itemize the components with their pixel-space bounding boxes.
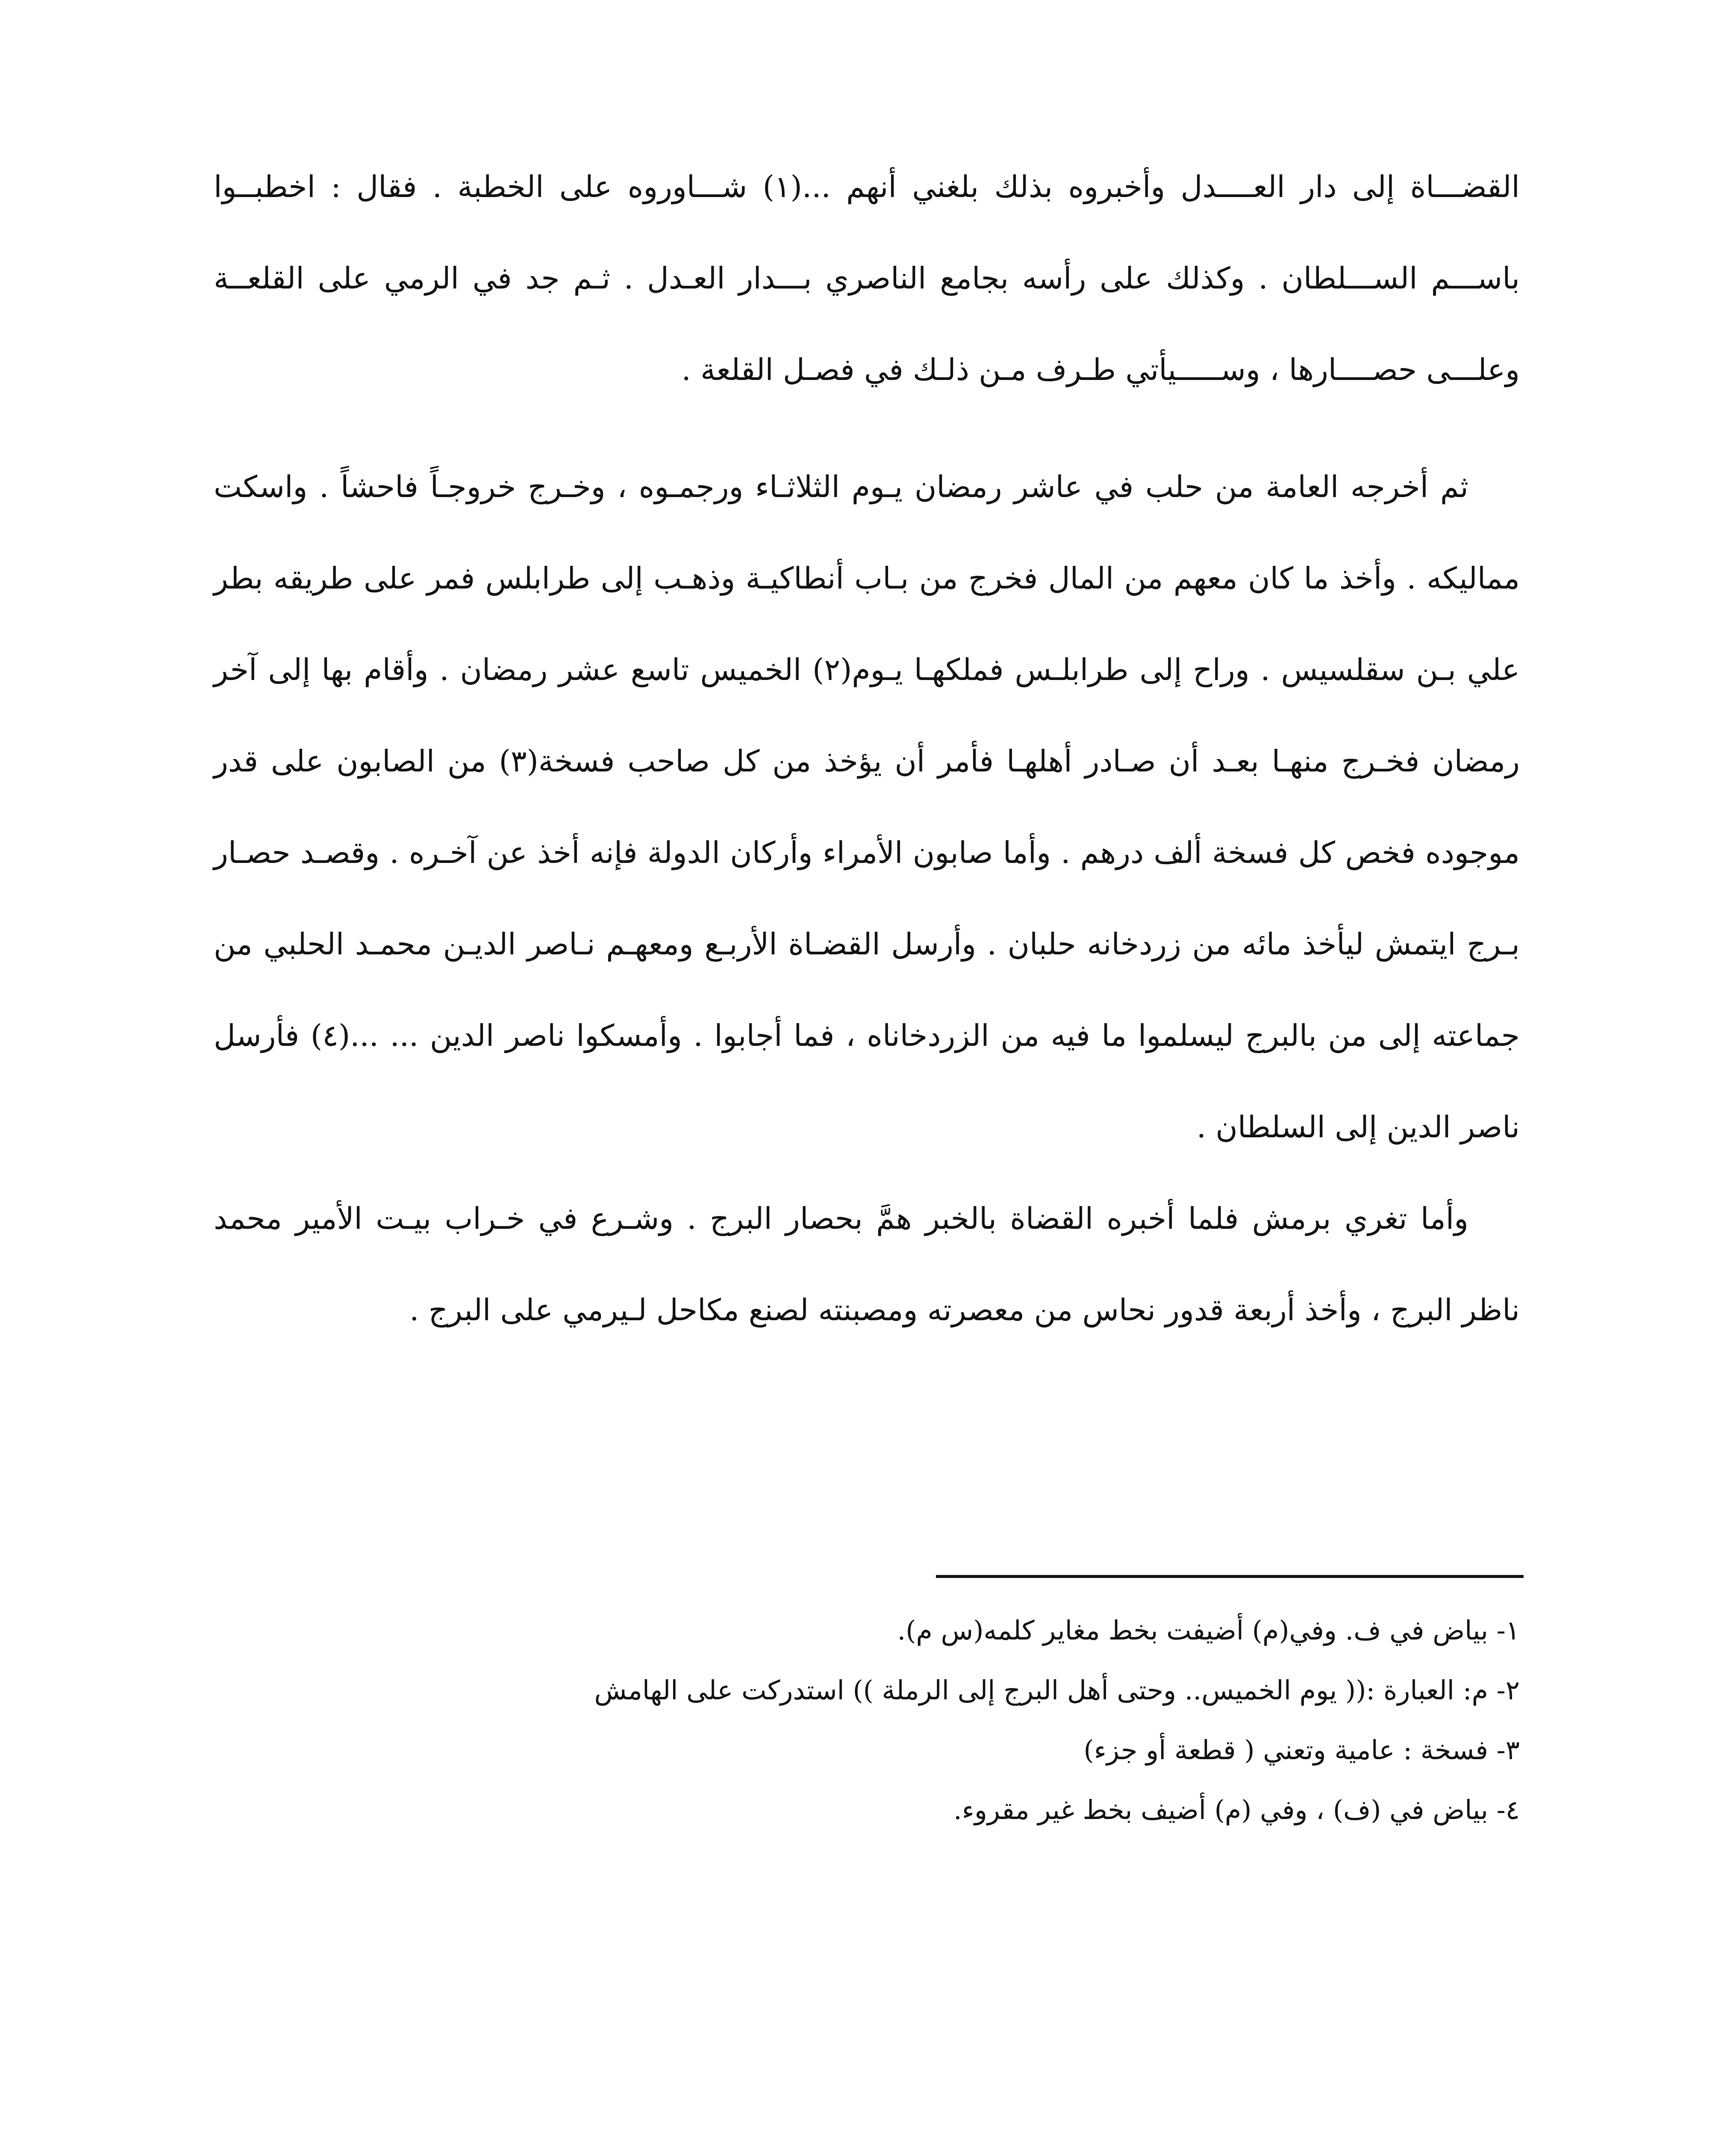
footnote-4: ٤- بياض في (ف) ، وفي (م) أضيف بخط غير مقروء. [953, 1794, 1520, 1825]
footnote-separator [936, 1575, 1524, 1578]
main-text [214, 141, 1520, 1356]
paragraph-2: ثم أخرجه العامة من حلب في عاشر رمضان يـوم الثلاثـاء ورجمـوه ، وخـرج خروجـاً فاحشاً . واسكت مماليكه . وأخذ ما كان معهم من المال فخرج من بـاب أنطاكيـة وذهـب إلى طرابلس فمر على طريقه بطر علي بـن سقلسيس . وراح إلى طرابلـس فملكهـا يـوم(٢) الخميس تاسع عشر رمضان . وأقام بها إلى آخر رمضان فخـرج منهـا بعـد أن صـادر أهلهـا فأمر أن يؤخذ من كل صاحب فسخة(٣) من الصابون على قدر موجوده فخص كل فسخة ألف درهم . وأما صابون الأمراء وأركان الدولة فإنه أخذ عن آخـره . وقصـد حصـار بـرج ايتمش ليأخذ مائه من زردخانه حلبان . وأرسل القضـاة الأربـع ومعهـم نـاصر الديـن محمـد الحلبي من جماعته إلى من بالبرج ليسلموا ما فيه من الزردخاناه ، فما أجابوا . وأمسكوا ناصر الدين ... ...(٤) فأرسل ناصر الدين إلى السلطان . [214, 469, 1520, 1145]
footnotes [214, 1601, 1520, 1840]
footnote-2: ٢- م: العبارة :(( يوم الخميس.. وحتى أهل البرج إلى الرملة )) استدركت على الهامش [594, 1675, 1520, 1706]
footnote-1: ١- بياض في ف. وفي(م) أضيفت بخط مغاير كلمه(س م). [897, 1615, 1520, 1646]
paragraph-1: القضـــاة إلى دار العــــدل وأخبروه بذلك بلغني أنهم ...(١) شـــاوروه على الخطبة . فقال : اخطبــوا باســـم الســـلطان . وكذلك على رأسه بجامع الناصري بـــدار العـدل . ثـم جد في الرمي على القلعــة وعلـــى حصــــارها ، وســـــيأتي طـرف مـن ذلـك في فصـل القلعة . [214, 169, 1520, 387]
footnote-3: ٣- فسخة : عامية وتعني ( قطعة أو جزء) [1083, 1734, 1520, 1766]
paragraph-3: وأما تغري برمش فلما أخبره القضاة بالخبر همَّ بحصار البرج . وشـرع في خـراب بيـت الأمير محمد ناظر البرج ، وأخذ أربعة قدور نحاس من معصرته ومصبنته لصنع مكاحل لـيرمي على البرج . [214, 1201, 1520, 1328]
